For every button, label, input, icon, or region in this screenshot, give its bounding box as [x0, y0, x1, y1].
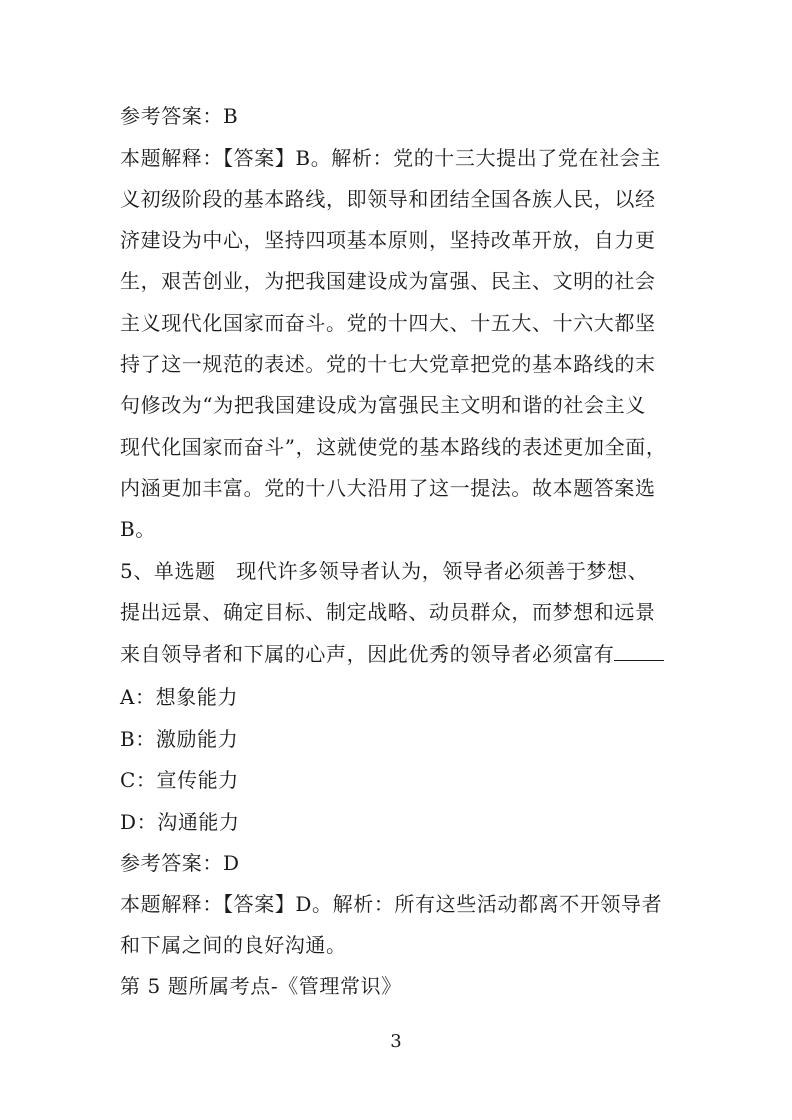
question-5-explanation-line: 本题解释：【答案】D。解析：所有这些活动都离不开领导者 [120, 892, 663, 916]
prev-answer: 参考答案：B [120, 104, 239, 128]
question-5-stem-line: 提出远景、确定目标、制定战略、动员群众，而梦想和远景 [120, 600, 656, 624]
option-d: D：沟通能力 [120, 810, 240, 834]
prev-explanation-line: 义初级阶段的基本路线，即领导和团结全国各族人民，以经 [120, 187, 656, 211]
prev-explanation-line: 本题解释：【答案】B。解析：党的十三大提出了党在社会主 [120, 146, 661, 170]
prev-explanation-line: B。 [120, 517, 156, 541]
prev-explanation-line: 句修改为“为把我国建设成为富强民主文明和谐的社会主义 [120, 393, 646, 417]
option-b: B：激励能力 [120, 727, 239, 751]
answer-blank [614, 642, 664, 661]
question-5-stem-line: 5、单选题 现代许多领导者认为，领导者必须善于梦想、 [120, 559, 649, 583]
prev-explanation-line: 济建设为中心，坚持四项基本原则，坚持改革开放，自力更 [120, 228, 656, 252]
prev-explanation-line: 生，艰苦创业，为把我国建设成为富强、民主、文明的社会 [120, 269, 656, 293]
option-c: C：宣传能力 [120, 768, 239, 792]
option-a: A：想象能力 [120, 685, 239, 709]
question-5-explanation-line: 和下属之间的良好沟通。 [120, 933, 347, 957]
question-5-answer: 参考答案：D [120, 851, 240, 875]
question-5-topic: 第 5 题所属考点-《管理常识》 [120, 974, 402, 998]
prev-explanation-line: 主义现代化国家而奋斗。党的十四大、十五大、十六大都坚 [120, 311, 656, 335]
question-5-stem-text: 来自领导者和下属的心声，因此优秀的领导者必须富有 [120, 642, 615, 666]
page-number: 3 [390, 1031, 402, 1052]
prev-explanation-line: 持了这一规范的表述。党的十七大党章把党的基本路线的末 [120, 352, 656, 376]
prev-explanation-line: 现代化国家而奋斗”，这就使党的基本路线的表述更加全面， [120, 435, 667, 459]
question-5-stem-line-last [120, 641, 664, 667]
prev-explanation-line: 内涵更加丰富。党的十八大沿用了这一提法。故本题答案选 [120, 476, 656, 500]
